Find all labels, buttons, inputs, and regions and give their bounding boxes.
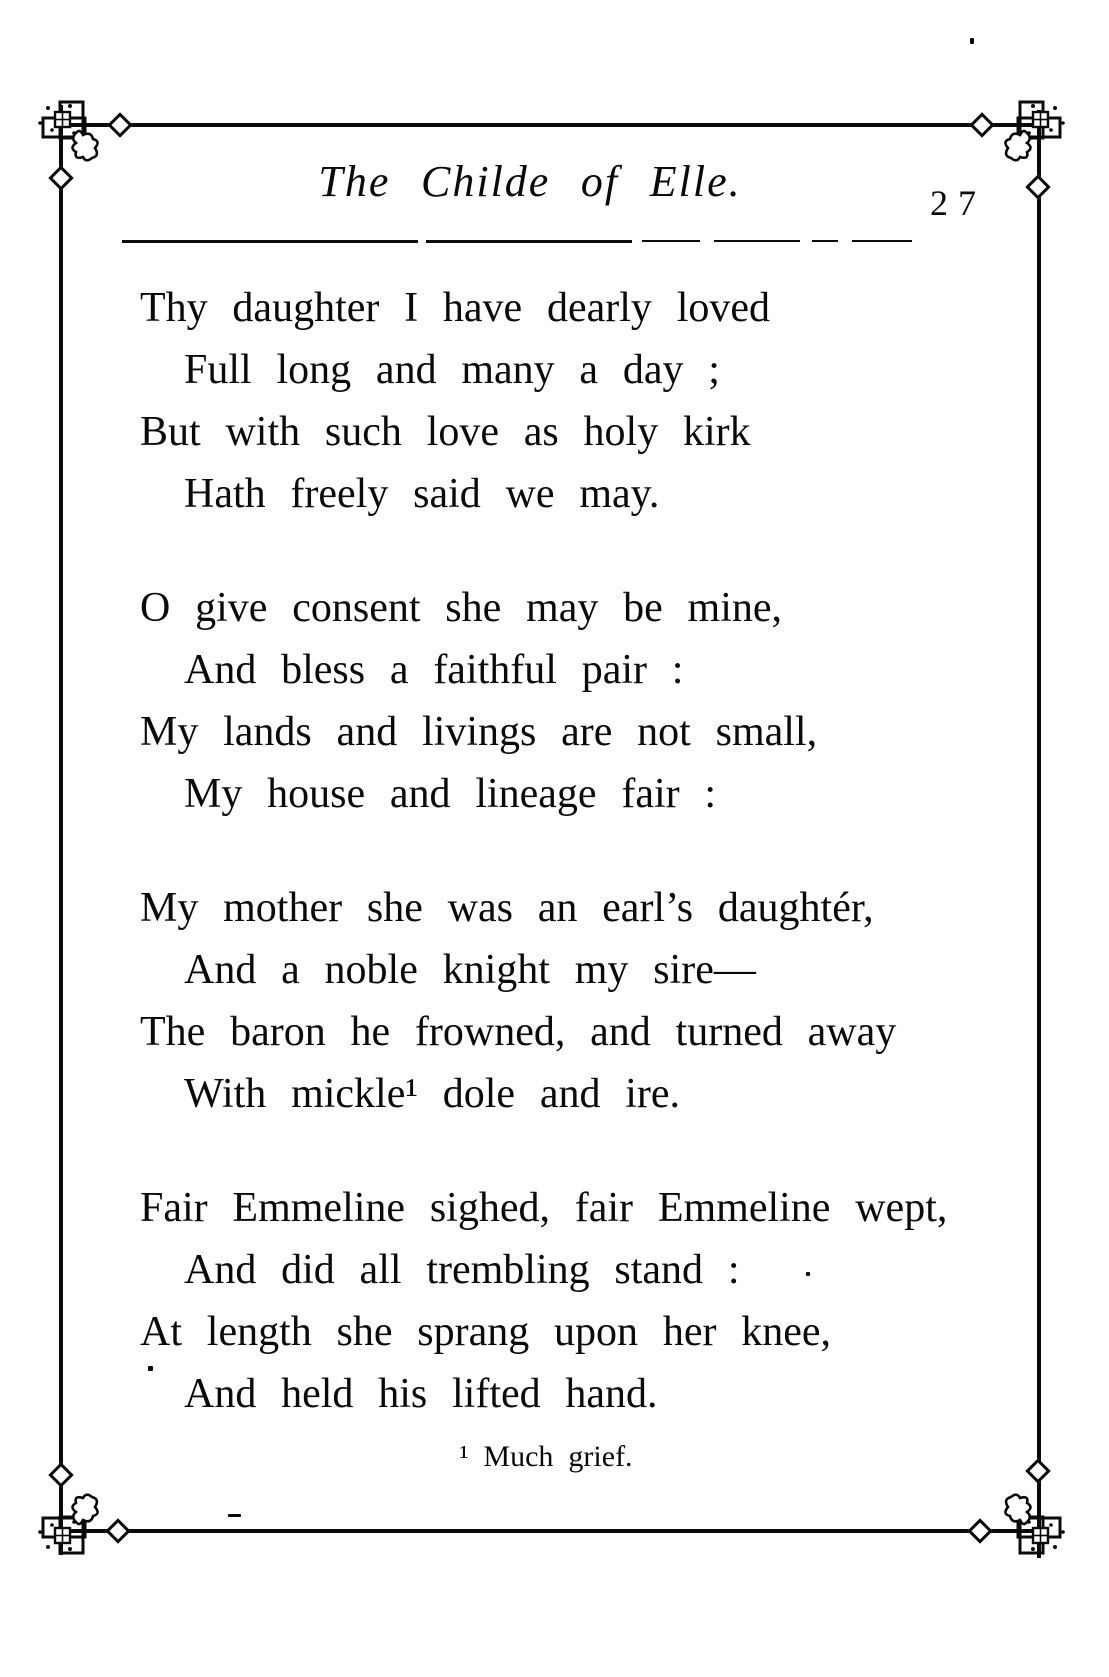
poem-line: Full long and many a day ; [184, 347, 720, 393]
header-rule-segment [812, 240, 838, 242]
poem [140, 277, 970, 1477]
header-rule-segment [426, 240, 632, 243]
border-line-left [59, 105, 63, 1555]
stanza [140, 877, 970, 1125]
page-title: The Childe of Elle. [318, 157, 742, 206]
poem-line: And a noble knight my sire— [184, 947, 756, 993]
stanza [140, 577, 970, 825]
diamond-ornament-icon [967, 1518, 992, 1543]
poem-line: My house and lineage fair : [184, 771, 717, 817]
poem-line: Hath freely said we may. [184, 471, 660, 517]
corner-ornament-icon [28, 1481, 108, 1565]
corner-ornament-icon [28, 90, 108, 174]
poem-line: Fair Emmeline sighed, fair Emmeline wept, [140, 1185, 948, 1231]
poem-line: But with such love as holy kirk [140, 409, 751, 455]
diamond-ornament-icon [1025, 1458, 1050, 1483]
poem-line: With mickle¹ dole and ire. [184, 1071, 681, 1117]
header-rule-segment [642, 240, 700, 242]
poem-line: My mother she was an earl’s daughtér, [140, 885, 874, 931]
ink-speck [806, 1272, 810, 1276]
poem-line: And bless a faithful pair : [184, 647, 684, 693]
stanza [140, 277, 970, 525]
border-line-bottom [62, 1529, 1040, 1533]
diamond-ornament-icon [969, 112, 994, 137]
diamond-ornament-icon [1025, 174, 1050, 199]
diamond-ornament-icon [107, 112, 132, 137]
poem-line: My lands and livings are not small, [140, 709, 818, 755]
header-rule-segment [122, 240, 418, 243]
diamond-ornament-icon [105, 1518, 130, 1543]
corner-ornament-icon [995, 1481, 1075, 1565]
border-line-right [1037, 110, 1041, 1558]
ink-speck [228, 1514, 241, 1517]
poem-line: O give consent she may be mine, [140, 585, 783, 631]
poem-line: The baron he frowned, and turned away [140, 1009, 897, 1055]
page-number: 27 [930, 183, 986, 223]
ink-speck [970, 38, 974, 44]
footnote: ¹ Much grief. [459, 1440, 633, 1473]
header-rule-segment [852, 240, 912, 242]
poem-line: And held his lifted hand. [184, 1371, 658, 1417]
poem-line: At length she sprang upon her knee, [140, 1309, 832, 1355]
ink-speck [148, 1366, 153, 1371]
poem-line: Thy daughter I have dearly loved [140, 285, 771, 331]
corner-ornament-icon [995, 90, 1075, 174]
border-line-top [62, 123, 1040, 127]
stanza [140, 1177, 970, 1425]
header-rule-segment [714, 240, 800, 242]
poem-line: And did all trembling stand : [184, 1247, 740, 1293]
